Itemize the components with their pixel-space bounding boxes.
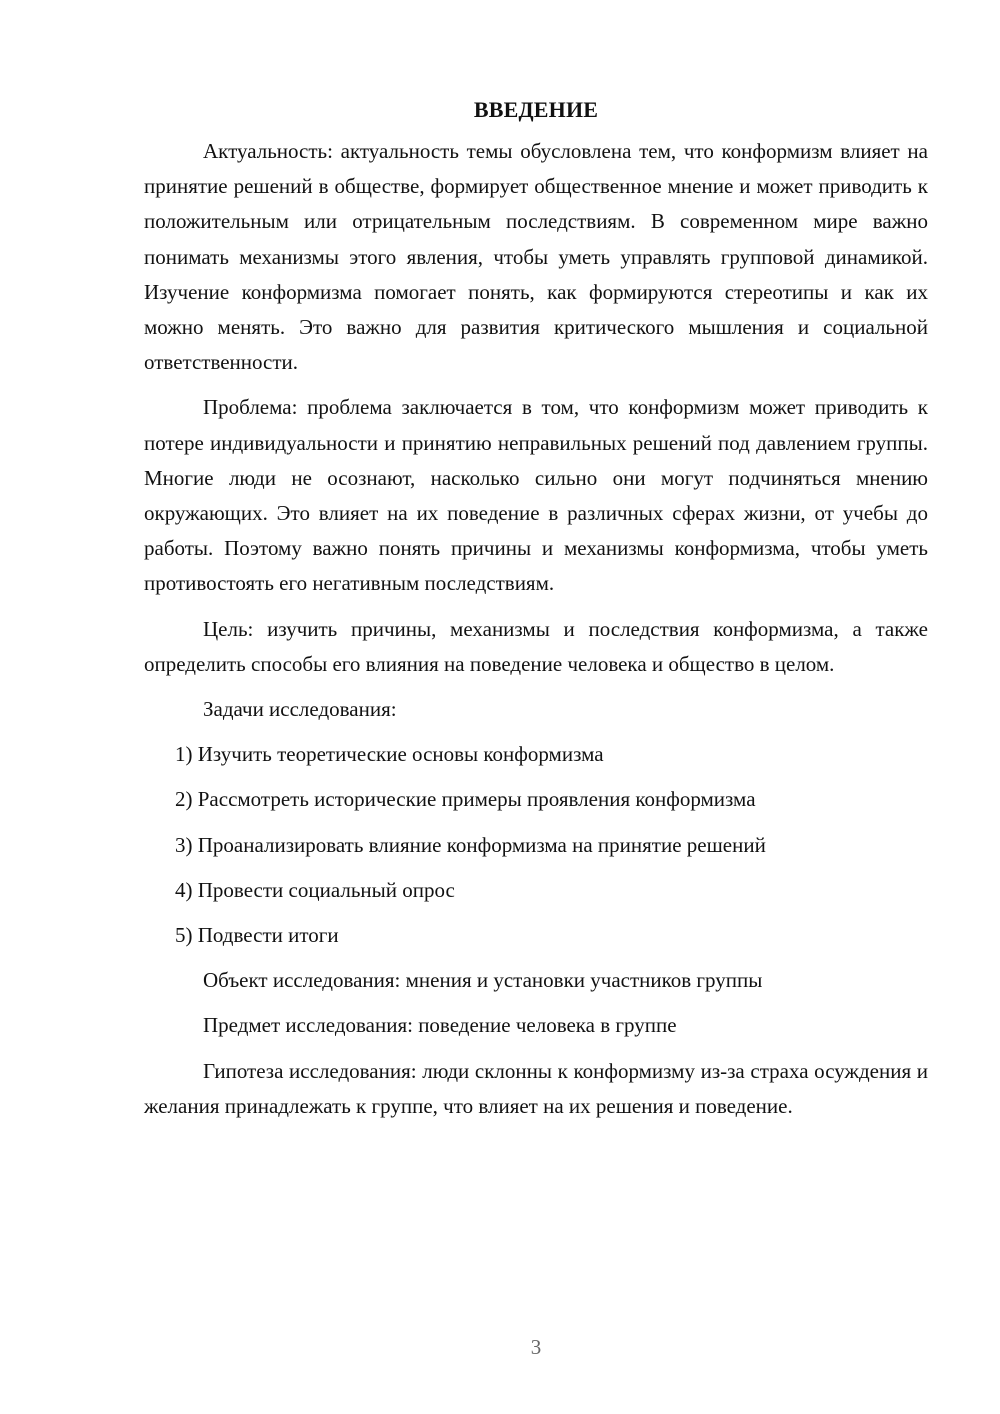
page-number: 3	[530, 1335, 542, 1359]
tasks-heading: Задачи исследования:	[203, 697, 397, 722]
research-subject: Предмет исследования: поведение человека в группе	[203, 1013, 677, 1038]
goal-paragraph: Цель: изучить причины, механизмы и последствия конформизма, а также определить способы его влияния на поведение человека и общество в целом.	[144, 616, 928, 676]
page-content	[144, 94, 928, 1134]
task-item: 3) Проанализировать влияние конформизма на принятие решений	[175, 832, 766, 857]
problem-paragraph: Проблема: проблема заключается в том, что конформизм может приводить к потере индивидуальности и принятию неправильных решений под давлением группы. Многие люди не осознают, насколько сильно они могут подчиняться мнению окружающих. Это влияет на их поведение в различных сферах жизни, от учебы до работы. Поэтому важно понять причины и механизмы конформизма, чтобы уметь противостоять его негативным последствиям.	[144, 395, 928, 596]
research-object: Объект исследования: мнения и установки участников группы	[203, 968, 763, 993]
task-item: 4) Провести социальный опрос	[175, 877, 455, 902]
task-item: 2) Рассмотреть исторические примеры проявления конформизма	[175, 787, 756, 812]
relevance-paragraph: Актуальность: актуальность темы обусловлена тем, что конформизм влияет на принятие решений в обществе, формирует общественное мнение и может приводить к положительным или отрицательным последствиям. В современном мире важно понимать механизмы этого явления, чтобы уметь управлять групповой динамикой. Изучение конформизма помогает понять, как формируются стереотипы и как их можно менять. Это важно для развития критического мышления и социальной ответственности.	[144, 139, 928, 375]
task-item: 5) Подвести итоги	[175, 923, 339, 948]
hypothesis-paragraph: Гипотеза исследования: люди склонны к конформизму из-за страха осуждения и желания принадлежать к группе, что влияет на их решения и поведение.	[144, 1058, 928, 1118]
task-item: 1) Изучить теоретические основы конформизма	[175, 742, 604, 767]
section-title: ВВЕДЕНИЕ	[473, 97, 599, 122]
